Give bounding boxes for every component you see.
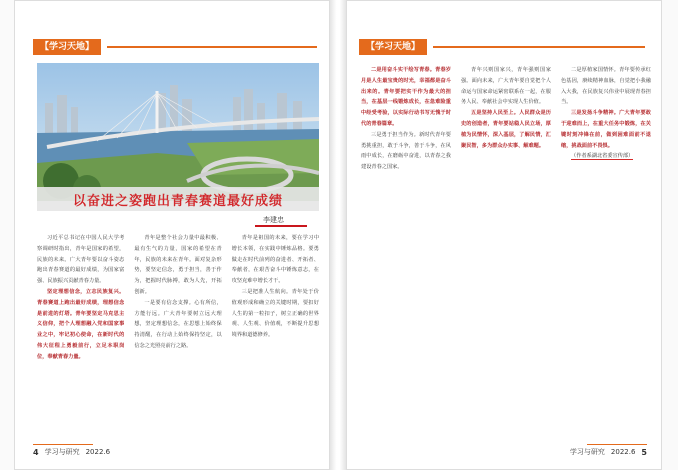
- paragraph: 青年是整个社会力量中最积极、最有生气的力量，国家的希望在青年，民族的未来在青年。面对复杂形势，要坚定信念，勇于担当，善于作为，把握时代脉搏，敢为人先，开拓创新。: [134, 235, 222, 295]
- paragraph: 二是厚植家国情怀。青年要传承红色基因，赓续精神血脉，自觉把小我融入大我，在民族复兴伟业中展现青春担当。: [561, 67, 651, 106]
- footer-rule: [587, 444, 647, 445]
- right-column-2: [461, 65, 551, 447]
- right-footer: [570, 447, 647, 457]
- left-footer: [33, 447, 110, 457]
- right-column-1: [361, 65, 451, 447]
- issue-date: 2022.6: [610, 448, 636, 456]
- right-body-text: [361, 65, 651, 447]
- section-tag: 【学习天地】: [33, 39, 101, 55]
- paragraph: 三是勇于担当作为。新时代青年要勇挑重担，敢于斗争，善于斗争，在风雨中成长，在磨砺中奋进，以青春之我建设青春之国家。: [361, 131, 451, 171]
- paragraph: 青年兴则国家兴，青年强则国家强。面向未来，广大青年要自觉把个人命运与国家命运紧密联系在一起，在服务人民、奉献社会中实现人生价值。: [461, 67, 551, 106]
- section-tag: 【学习天地】: [359, 39, 427, 55]
- city-bridge-photo: [37, 63, 319, 201]
- left-column-3: [232, 233, 319, 445]
- paragraph-heading: 二是用奋斗实干绘写青春。青春岁月是人生最宝贵的时光，幸福都是奋斗出来的。青年要把实干作为最大的担当，在基层一线锻炼成长，在急难险重中经受考验，以实际行动书写无愧于时代的青春篇章。: [361, 67, 451, 127]
- headline-banner: [37, 187, 319, 211]
- author-source-note: （作者系湖北省委宣传部）: [571, 153, 634, 160]
- issue-date: 2022.6: [85, 448, 111, 456]
- left-column-1: [37, 233, 124, 445]
- magazine-name: 学习与研究: [44, 448, 80, 456]
- author-underline: [255, 225, 307, 227]
- paragraph-heading: 三是发扬斗争精神。广大青年要敢于迎难而上，在重大任务中锻炼，在关键时刻冲锋在前，做到困难面前不退缩，挑战面前不畏惧。: [561, 110, 651, 149]
- page-number: 4: [33, 447, 39, 457]
- paragraph-heading: 五是坚持人民至上。人民群众是历史的创造者，青年要站稳人民立场，厚植为民情怀，深入基层，了解民情，汇聚民智，多为群众办实事、解难题。: [461, 110, 551, 149]
- magazine-name: 学习与研究: [569, 448, 605, 456]
- section-rule: [433, 46, 645, 48]
- right-page: [346, 0, 662, 470]
- paragraph: 一是要有信念支撑。心有所信，方能行远。广大青年要树立远大理想，坚定理想信念，在思想上始终保持清醒，在行动上始终保持坚定，以信念之光照亮前行之路。: [134, 299, 222, 349]
- footer-rule: [33, 444, 93, 445]
- paragraph: 习近平总书记在中国人民大学考察调研时指出，青年是国家的希望，民族的未来。广大青年要以奋斗姿态跑出青春赛道的最好成绩，为国家富强、民族振兴贡献青春力量。: [37, 235, 125, 285]
- paragraph: 三是把准人生航向。青年处于价值观形成和确立的关键时期，要扣好人生的第一粒扣子，树立正确的世界观、人生观、价值观，不断提升思想境界和道德修养。: [231, 288, 319, 339]
- article-headline: 以奋进之姿跑出青春赛道最好成绩: [72, 193, 283, 209]
- left-body-text: [37, 233, 319, 445]
- author-name: 李建忠: [263, 216, 284, 224]
- left-page: [14, 0, 330, 470]
- paragraph: 青年是祖国的未来，要在学习中增长本领，在实践中锤炼品格。要勇做走在时代前列的奋进者、开拓者、奉献者，在艰苦奋斗中锤炼意志，在攻坚克难中增长才干。: [231, 235, 319, 285]
- section-rule: [107, 46, 317, 48]
- right-column-3: [561, 65, 651, 447]
- left-column-2: [134, 233, 221, 445]
- paragraph-heading: 坚定理想信念，立志民族复兴。青春赛道上跑出最好成绩，理想信念是前进的灯塔。青年要坚定马克思主义信仰，把个人理想融入党和国家事业之中，牢记初心使命，在新时代的伟大征程上勇毅前行，立足本职岗位，奉献青春力量。: [37, 288, 125, 360]
- page-gutter: [330, 0, 346, 470]
- paragraph: [561, 151, 651, 162]
- page-number: 5: [641, 447, 647, 457]
